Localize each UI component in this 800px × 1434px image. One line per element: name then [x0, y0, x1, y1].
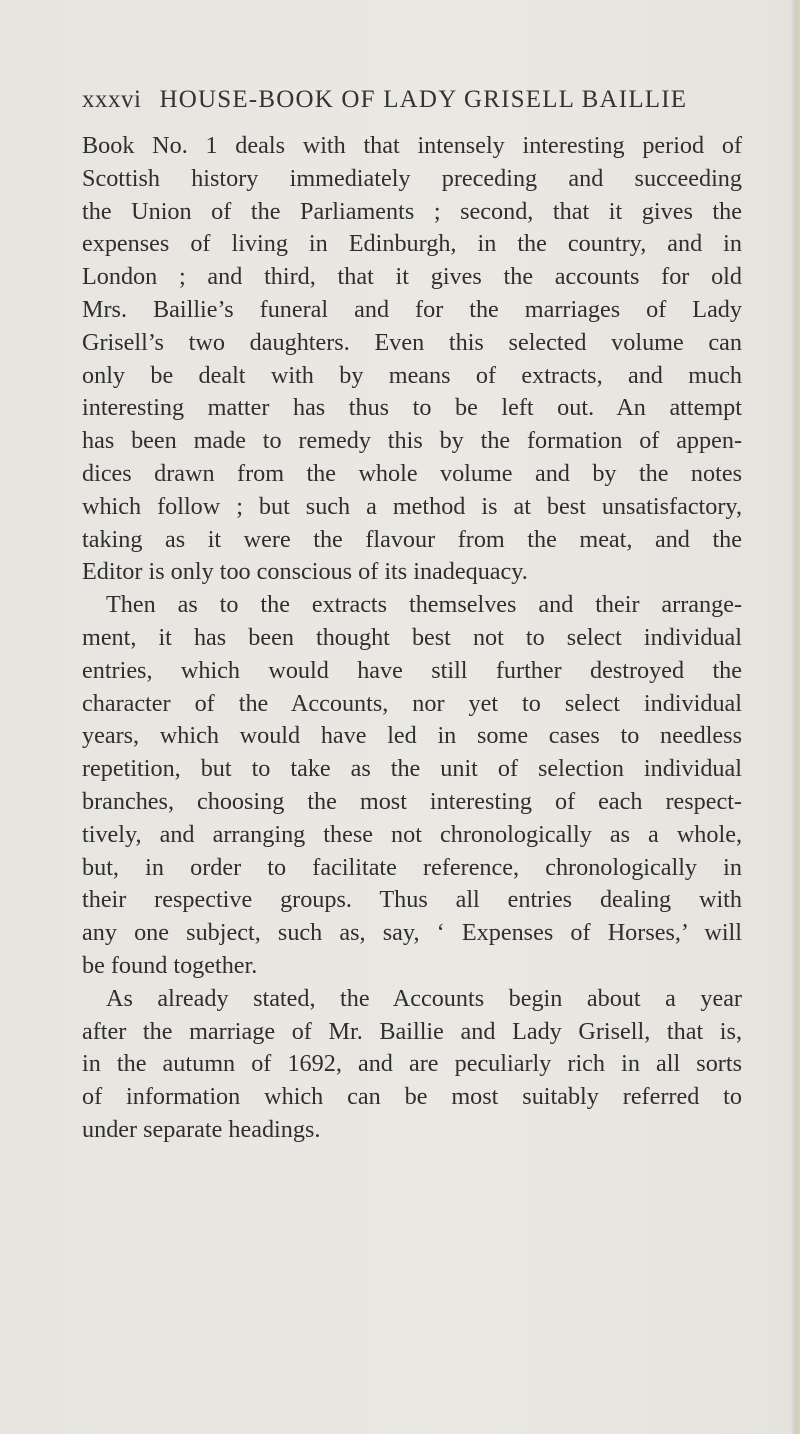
text-line: tively, and arranging these not chronologically as a whole, — [82, 820, 742, 848]
text-line: Then as to the extracts themselves and their arrange- — [106, 591, 742, 619]
text-line: repetition, but to take as the unit of selection individual — [82, 755, 742, 783]
text-line: under separate headings. — [82, 1115, 321, 1143]
text-line: entries, which would have still further destroyed the — [82, 656, 742, 684]
text-line: Editor is only too conscious of its inadequacy. — [82, 558, 528, 586]
text-line: Mrs. Baillie’s funeral and for the marriages of Lady — [82, 295, 742, 323]
text-line: Grisell’s two daughters. Even this selected volume can — [82, 328, 742, 356]
text-line: branches, choosing the most interesting of each respect- — [82, 787, 742, 815]
text-line: after the marriage of Mr. Baillie and Lady Grisell, that is, — [82, 1017, 742, 1045]
running-title: HOUSE-BOOK OF LADY GRISELL BAILLIE — [159, 86, 688, 113]
text-line: any one subject, such as, say, ‘ Expenses of Horses,’ will — [82, 919, 742, 947]
text-line: their respective groups. Thus all entries dealing with — [82, 886, 742, 914]
text-line: As already stated, the Accounts begin about a year — [106, 984, 742, 1012]
text-line: character of the Accounts, nor yet to select individual — [82, 689, 742, 717]
text-line: ment, it has been thought best not to select individual — [82, 623, 742, 651]
text-line: dices drawn from the whole volume and by the notes — [82, 459, 742, 487]
text-line: Scottish history immediately preceding and succeeding — [82, 164, 742, 192]
text-line: but, in order to facilitate reference, chronologically in — [82, 853, 742, 881]
text-line: be found together. — [82, 951, 258, 979]
page-header — [82, 86, 742, 126]
text-line: interesting matter has thus to be left out. An attempt — [82, 394, 742, 422]
text-line: of information which can be most suitably referred to — [82, 1083, 742, 1111]
page-number: xxxvi — [82, 86, 142, 113]
text-line: the Union of the Parliaments ; second, that it gives the — [82, 197, 742, 225]
text-line: which follow ; but such a method is at best unsatisfactory, — [82, 492, 742, 520]
text-line: Book No. 1 deals with that intensely interesting period of — [82, 132, 742, 159]
body-text — [82, 130, 742, 1147]
text-line: taking as it were the flavour from the meat, and the — [82, 525, 742, 553]
text-line: only be dealt with by means of extracts, and much — [82, 361, 742, 389]
page-edge-shadow — [790, 0, 800, 1434]
text-line: London ; and third, that it gives the accounts for old — [82, 263, 742, 291]
text-line: expenses of living in Edinburgh, in the country, and in — [82, 230, 742, 258]
text-line: in the autumn of 1692, and are peculiarly rich in all sorts — [82, 1050, 742, 1078]
text-line: years, which would have led in some cases to needless — [82, 722, 742, 750]
text-line: has been made to remedy this by the formation of appen- — [82, 427, 742, 455]
